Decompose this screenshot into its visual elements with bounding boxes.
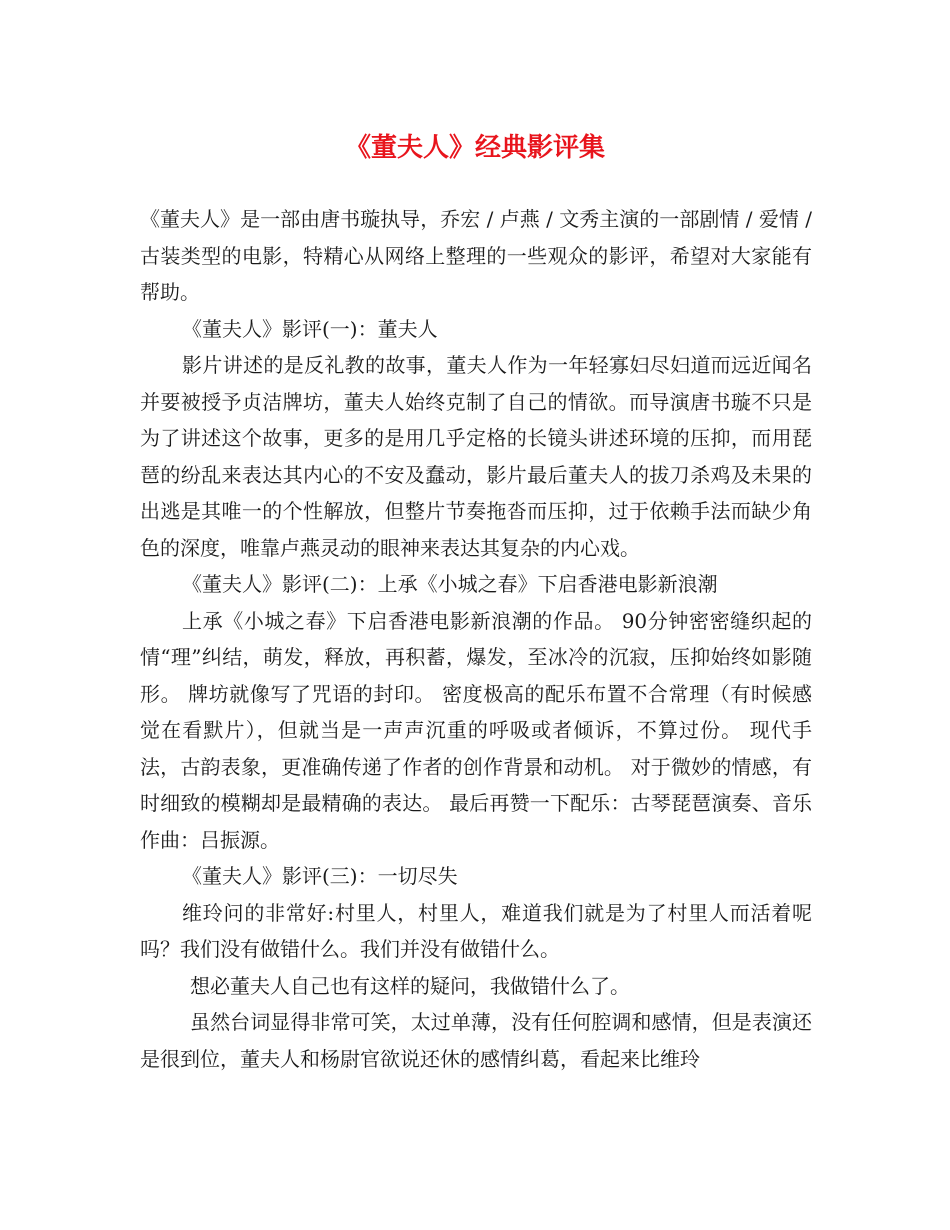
review-3-heading: 《董夫人》影评(三)：一切尽失 xyxy=(182,864,458,888)
document-body xyxy=(140,201,812,1077)
review-3-paragraph-2: 想必董夫人自己也有这样的疑问，我做错什么了。 xyxy=(190,973,630,998)
review-3-paragraph-3: 虽然台词显得非常可笑，太过单薄，没有任何腔调和感情，但是表演还是很到位，董夫人和杨尉官欲说还休的感情纠葛，看起来比维玲 xyxy=(140,1010,812,1071)
review-2-paragraph: 上承《小城之春》下启香港电影新浪潮的作品。 90分钟密密缝织起的情“理”纠结，萌发，释放，再积蓄，爆发，至冰冷的沉寂，压抑始终如影随形。 牌坊就像写了咒语的封印。 密度极高的配乐布置不合常理（有时候感觉在看默片），但就当是一声声沉重的呼吸或者倾诉，不算过份。 现代手法，古韵表象，更准确传递了作者的创作背景和动机。 对于微妙的情感，有时细致的模糊却是最精确的表达。 最后再赞一下配乐：古琴琵琶演奏、音乐作曲：吕振源。 xyxy=(140,608,812,852)
review-3-paragraph-1: 维玲问的非常好:村里人，村里人，难道我们就是为了村里人而活着呢吗？我们没有做错什么。我们并没有做错什么。 xyxy=(140,900,812,961)
review-1-paragraph: 影片讲述的是反礼教的故事，董夫人作为一年轻寡妇尽妇道而远近闻名并要被授予贞洁牌坊，董夫人始终克制了自己的情欲。而导演唐书璇不只是为了讲述这个故事，更多的是用几乎定格的长镜头讲述环境的压抑，而用琵琶的纷乱来表达其内心的不安及蠢动，影片最后董夫人的拔刀杀鸡及未果的出逃是其唯一的个性解放，但整片节奏拖沓而压抑，过于依赖手法而缺少角色的深度，唯靠卢燕灵动的眼神来表达其复杂的内心戏。 xyxy=(140,353,812,560)
review-1-heading: 《董夫人》影评(一)：董夫人 xyxy=(182,316,438,341)
review-2-heading: 《董夫人》影评(二)：上承《小城之春》下启香港电影新浪潮 xyxy=(182,572,718,596)
document-title: 《董夫人》经典影评集 xyxy=(344,133,605,163)
intro-paragraph: 《董夫人》是一部由唐书璇执导，乔宏 / 卢燕 / 文秀主演的一部剧情 / 爱情 / 古装类型的电影，特精心从网络上整理的一些观众的影评，希望对大家能有帮助。 xyxy=(140,207,812,304)
